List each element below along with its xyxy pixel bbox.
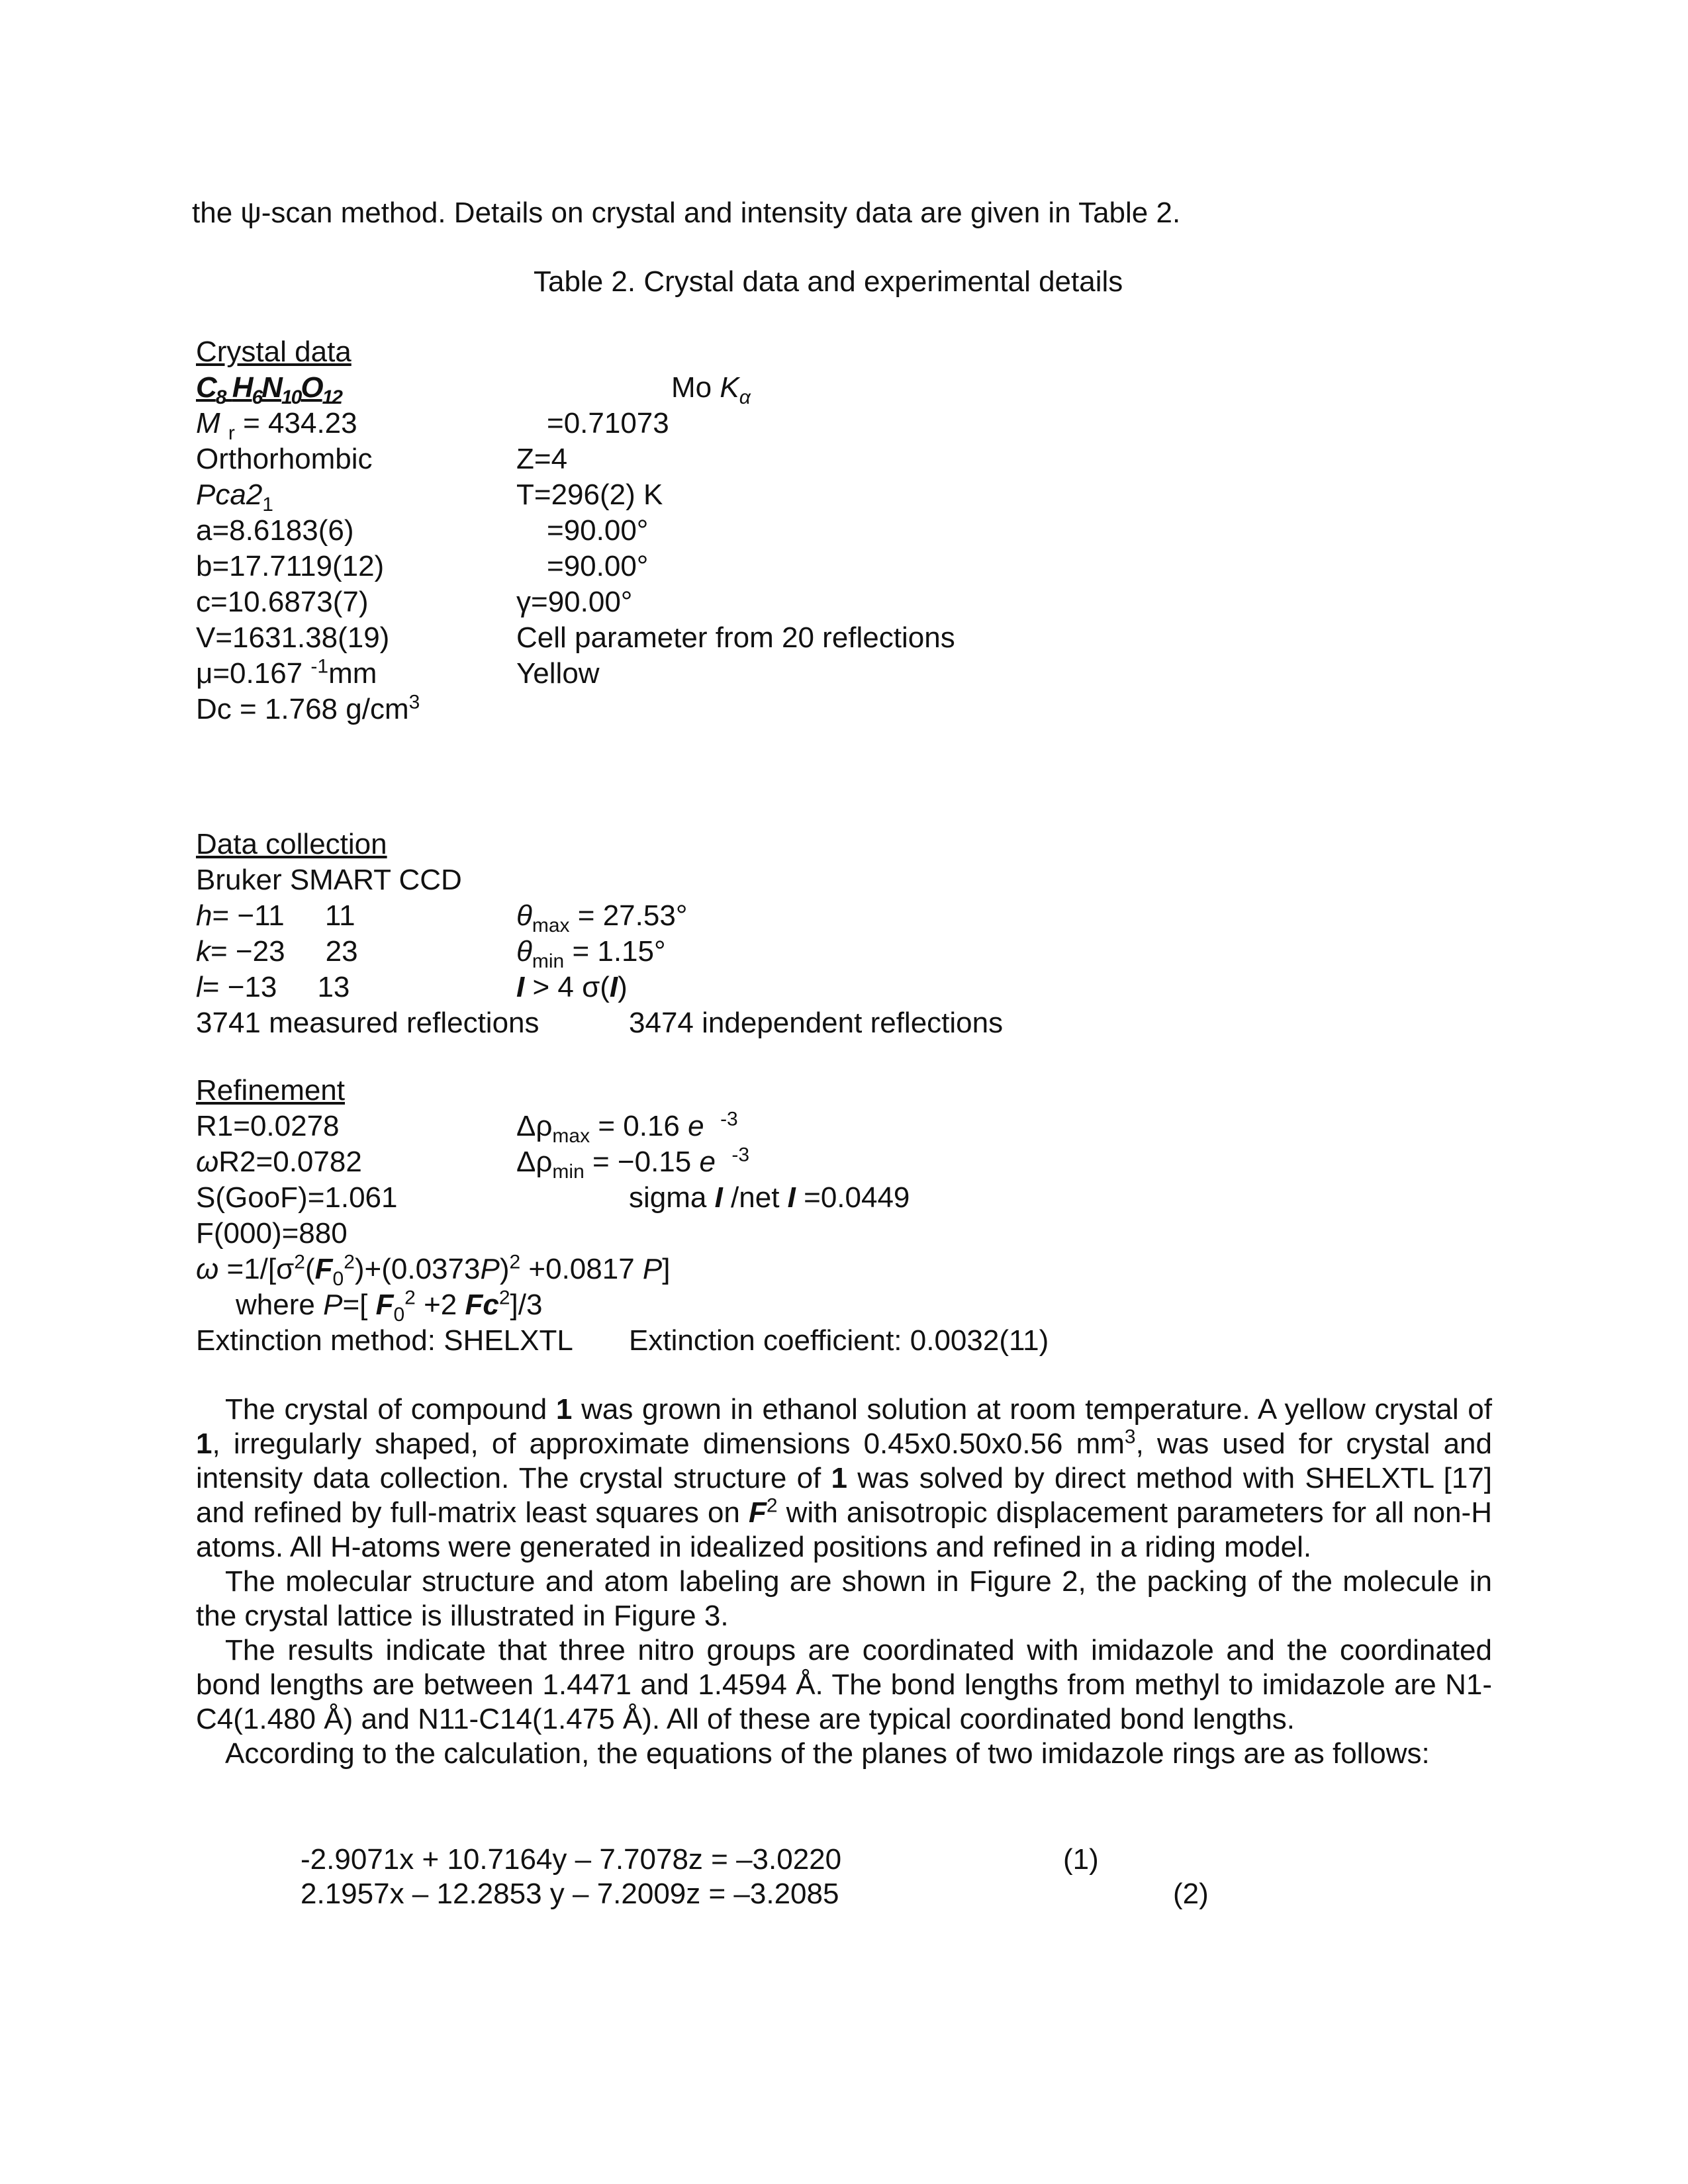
table-title: Table 2. Crystal data and experimental details <box>534 265 1123 298</box>
body-text <box>196 1392 1492 1771</box>
extinction-method: Extinction method: SHELXTL <box>196 1324 573 1357</box>
equation-1-number: (1) <box>1063 1843 1099 1876</box>
crystal-system: Orthorhombic <box>196 443 373 475</box>
crystal-color: Yellow <box>516 657 600 690</box>
theta-min: $\theta_{min} = 1.15^\circ$ <box>516 935 666 972</box>
h-range: h= −11 11 <box>196 899 355 932</box>
intensity-criterion: I > 4 σ(I) <box>516 971 628 1003</box>
cell-b: b=17.7119(12) <box>196 550 385 582</box>
intro-text-before: the <box>192 197 241 229</box>
calculated-density: Dc = 1.768 $g/cm^3$ <box>196 691 420 725</box>
equation-2: 2.1957x – 12.2853 y – 7.2009z = –3.2085 <box>301 1878 839 1910</box>
paragraph-3: The results indicate that three nitro groups are coordinated with imidazole and the coordinated bond lengths are between 1.4471 and 1.4594 Å. The bond lengths from methyl to imidazole are N1-C4(1.480 Å) and N11-C14(1.475 Å). All of these are typical coordinated bond lengths. <box>196 1634 1492 1735</box>
weighting-where: where P=[ $F_0^2 +2$ Fc$^2$]/3 <box>236 1287 543 1326</box>
rho-min: $\Delta\rho_{min} = -0.15$ e $^{-3}$ <box>516 1144 750 1183</box>
sigma-ratio: sigma I /net I =0.0449 <box>629 1181 910 1214</box>
cell-a: a=8.6183(6) <box>196 514 354 547</box>
goodness-of-fit: S(GooF)=1.061 <box>196 1181 398 1214</box>
wr2-value: ωR2=0.0782 <box>196 1146 362 1178</box>
cell-gamma: γ=90.00° <box>516 586 633 618</box>
rho-max: $\Delta\rho_{max} = 0.16$ e $^{-3}$ <box>516 1108 738 1147</box>
space-group: $Pca2_1$ <box>196 478 273 516</box>
equation-1: -2.9071x + 10.7164y – 7.7078z = –3.0220 <box>301 1843 842 1876</box>
extinction-coefficient: Extinction coefficient: 0.0032(11) <box>629 1324 1049 1357</box>
molar-mass: M $_r$ = 434.23 <box>196 407 357 444</box>
measured-reflections: 3741 measured reflections <box>196 1007 539 1039</box>
psi-symbol: ψ <box>240 197 261 229</box>
k-range: k= −23 23 <box>196 935 358 968</box>
l-range: l= −13 13 <box>196 971 350 1003</box>
f000-value: F(000)=880 <box>196 1217 348 1250</box>
theta-max: $\theta_{max} = 27.53^\circ$ <box>516 899 688 936</box>
refinement-heading: Refinement <box>196 1074 346 1107</box>
r1-value: R1=0.0278 <box>196 1110 340 1142</box>
weighting-scheme: $\omega =1/[\sigma^2(F_0^2)+(0.0373P)^2 +0.0817$ P] <box>196 1251 671 1290</box>
temperature: T=296(2) K <box>516 478 663 511</box>
chemical-formula: $C_8$ $H_6N_{10}O_{12}$ <box>196 371 342 408</box>
data-collection-heading: Data collection <box>196 828 387 860</box>
equation-2-number: (2) <box>1173 1878 1209 1910</box>
cell-parameter-note: Cell parameter from 20 reflections <box>516 621 955 654</box>
wavelength: =0.71073 <box>547 407 669 439</box>
cell-volume: V=1631.38(19) <box>196 621 390 654</box>
intro-line <box>192 196 1180 230</box>
radiation-type: Mo $K_\alpha$ <box>671 371 751 408</box>
paragraph-1: The crystal of compound 1 was grown in ethanol solution at room temperature. A yellow crystal of 1, irregularly shaped, of approximate dimensions 0.45x0.50x0.56 $mm^3$, was used for crystal and intensity data collection. The crystal structure of 1 was solved by direct method with SHELXTL [17] and refined by full-matrix least squares on $F^2$ with anisotropic displacement parameters for all non-H atoms. All H-atoms were generated in idealized positions and refined in a riding model. <box>196 1393 1493 1563</box>
absorption-coefficient: μ=0.167 $^{-1}$mm <box>196 655 377 690</box>
crystal-data-heading: Crystal data <box>196 336 352 368</box>
paragraph-4: According to the calculation, the equations of the planes of two imidazole rings are as follows: <box>225 1737 1430 1770</box>
independent-reflections: 3474 independent reflections <box>629 1007 1004 1039</box>
intro-text-after: -scan method. Details on crystal and intensity data are given in Table 2. <box>261 197 1181 229</box>
instrument: Bruker SMART CCD <box>196 864 462 896</box>
cell-alpha: =90.00° <box>547 514 649 547</box>
paragraph-2: The molecular structure and atom labeling are shown in Figure 2, the packing of the molecule in the crystal lattice is illustrated in Figure 3. <box>196 1565 1492 1632</box>
cell-c: c=10.6873(7) <box>196 586 369 618</box>
cell-beta: =90.00° <box>547 550 649 582</box>
z-value: Z=4 <box>516 443 568 475</box>
